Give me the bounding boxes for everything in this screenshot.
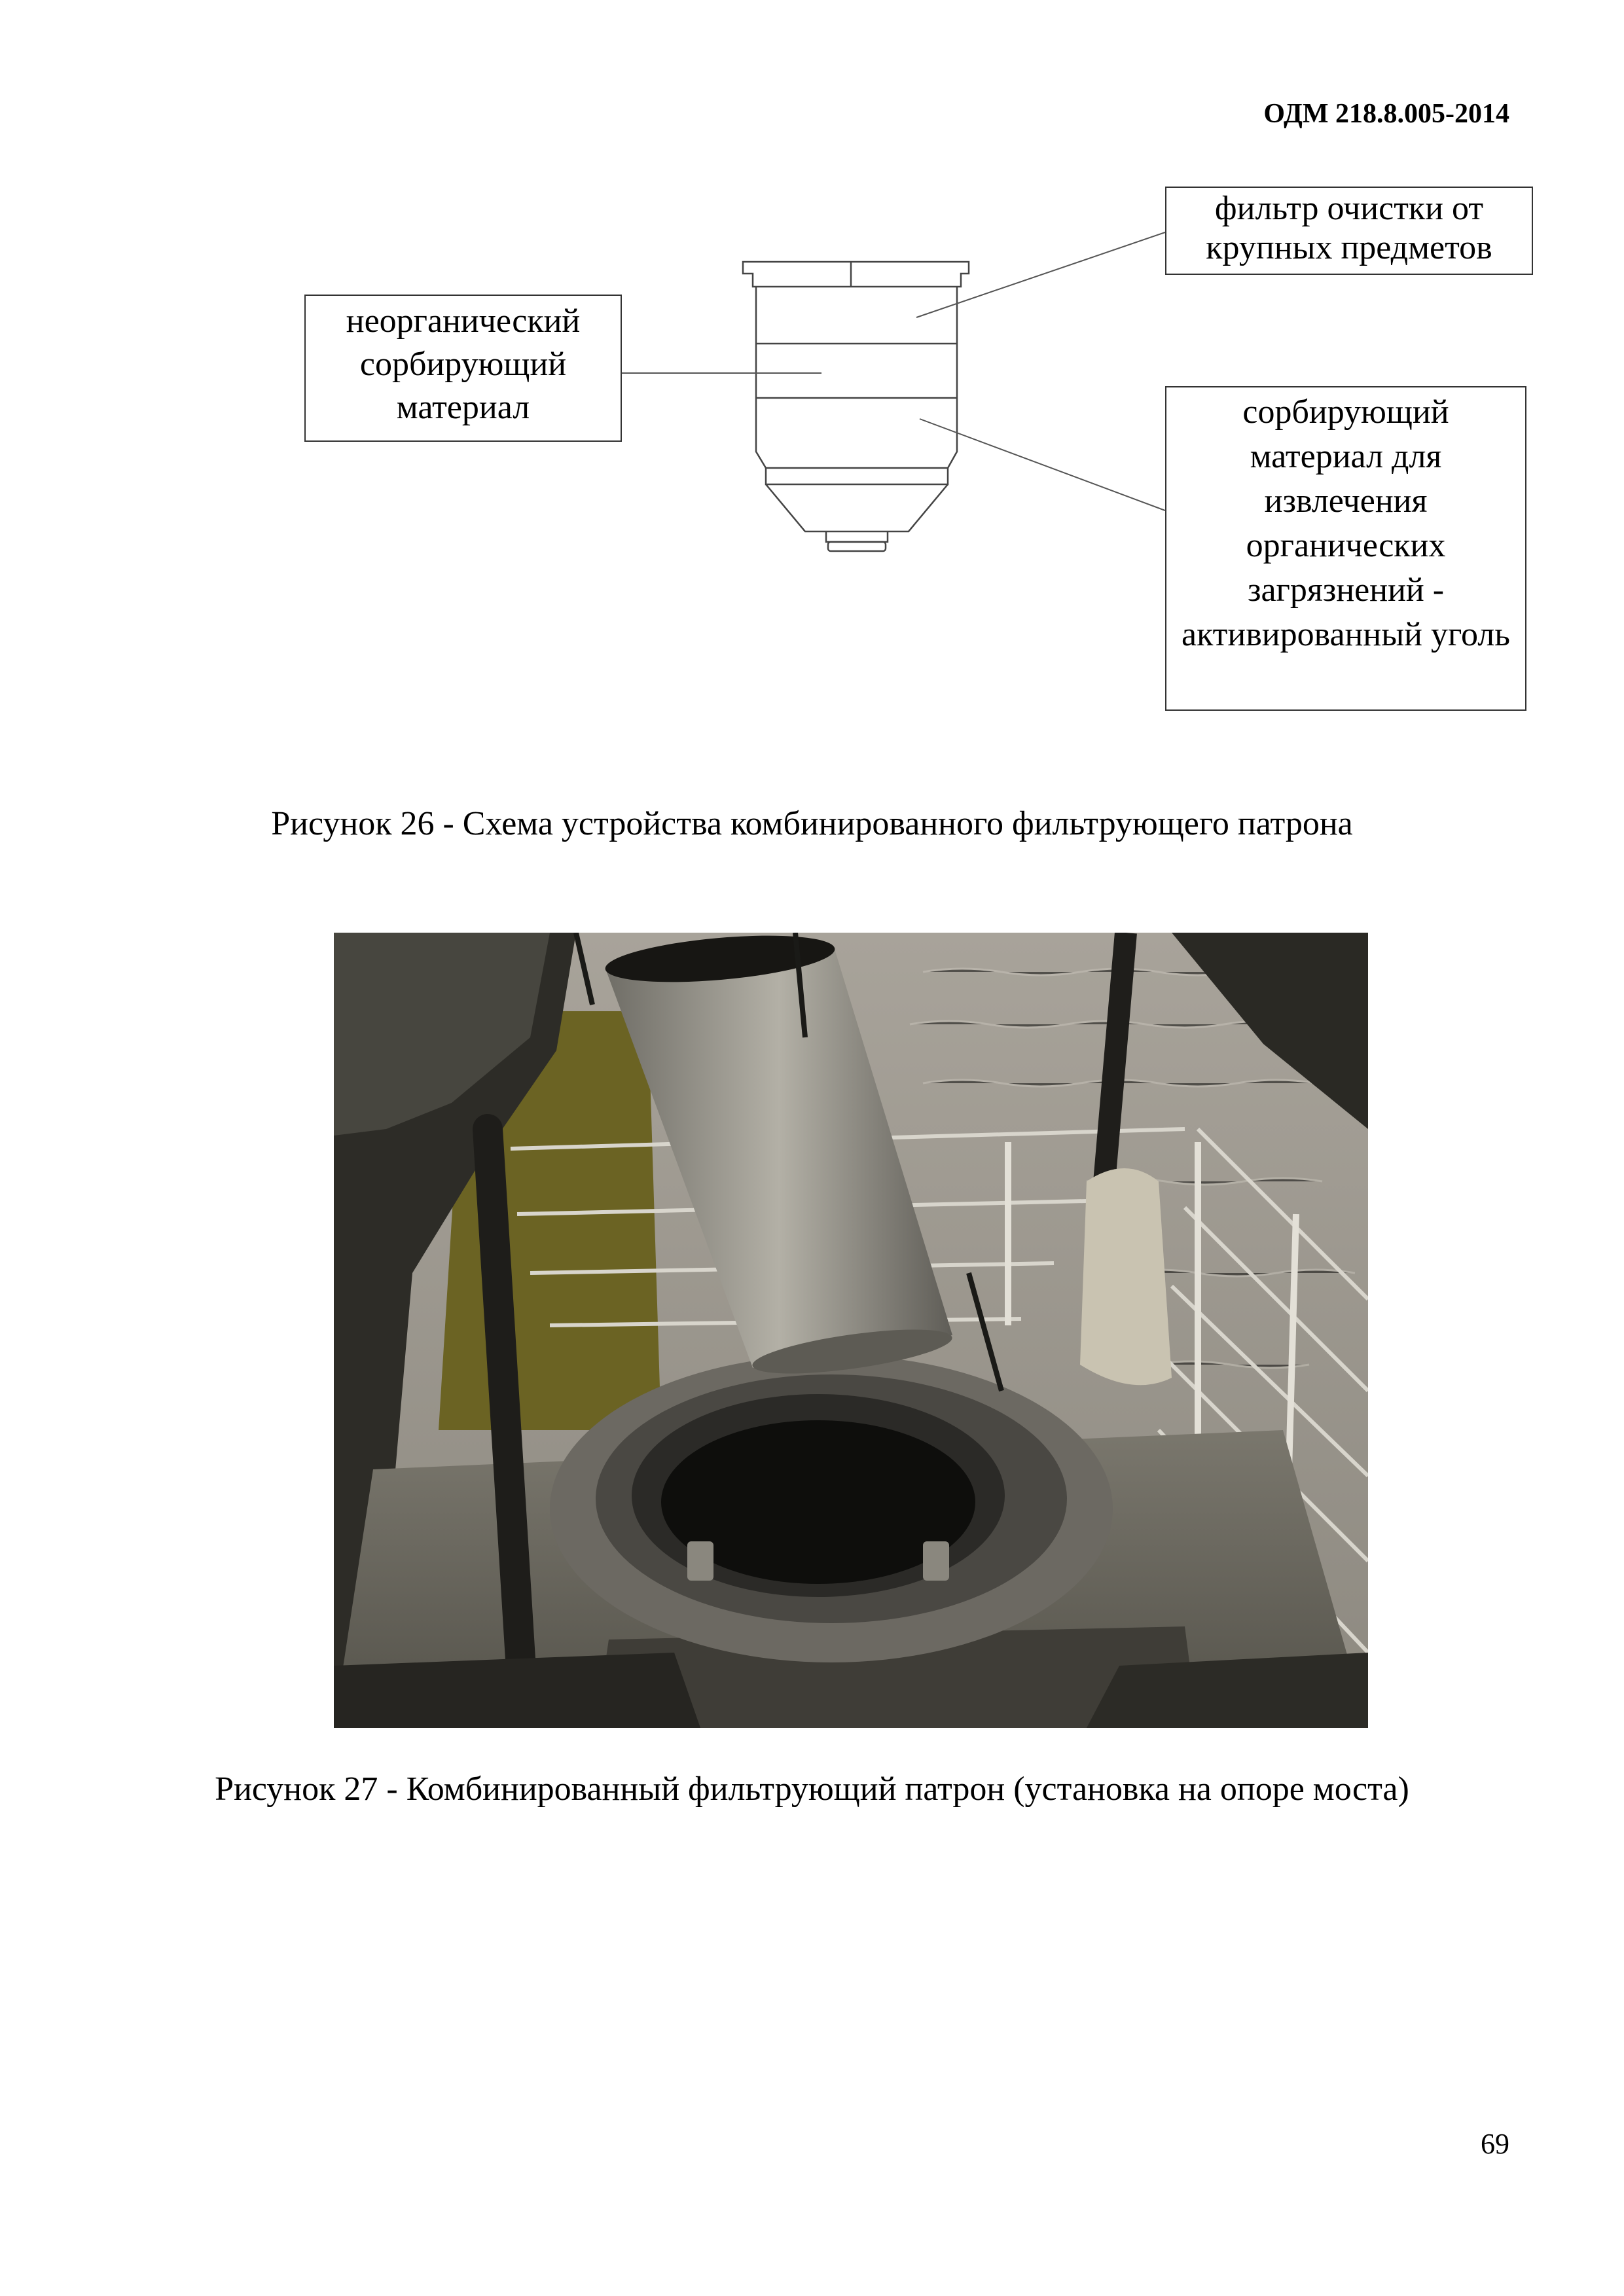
cartridge-schematic bbox=[743, 262, 969, 551]
figure-27-caption: Рисунок 27 - Комбинированный фильтрующий патрон (установка на опоре моста) bbox=[215, 1770, 1409, 1808]
label-coarse-filter: фильтр очистки от крупных предметов bbox=[1165, 187, 1533, 275]
filter-cartridge-photo bbox=[334, 933, 1368, 1728]
label-inorganic-sorbent: неорганический сорбирующий материал bbox=[304, 295, 622, 442]
label-organic-sorbent: сорбирующий материал для извлечения органических загрязнений - активированный уголь bbox=[1165, 386, 1526, 711]
page-number: 69 bbox=[1481, 2128, 1509, 2160]
document-code: ОДМ 218.8.005-2014 bbox=[1263, 99, 1509, 129]
figure-26-caption: Рисунок 26 - Схема устройства комбинированного фильтрующего патрона bbox=[271, 805, 1353, 842]
